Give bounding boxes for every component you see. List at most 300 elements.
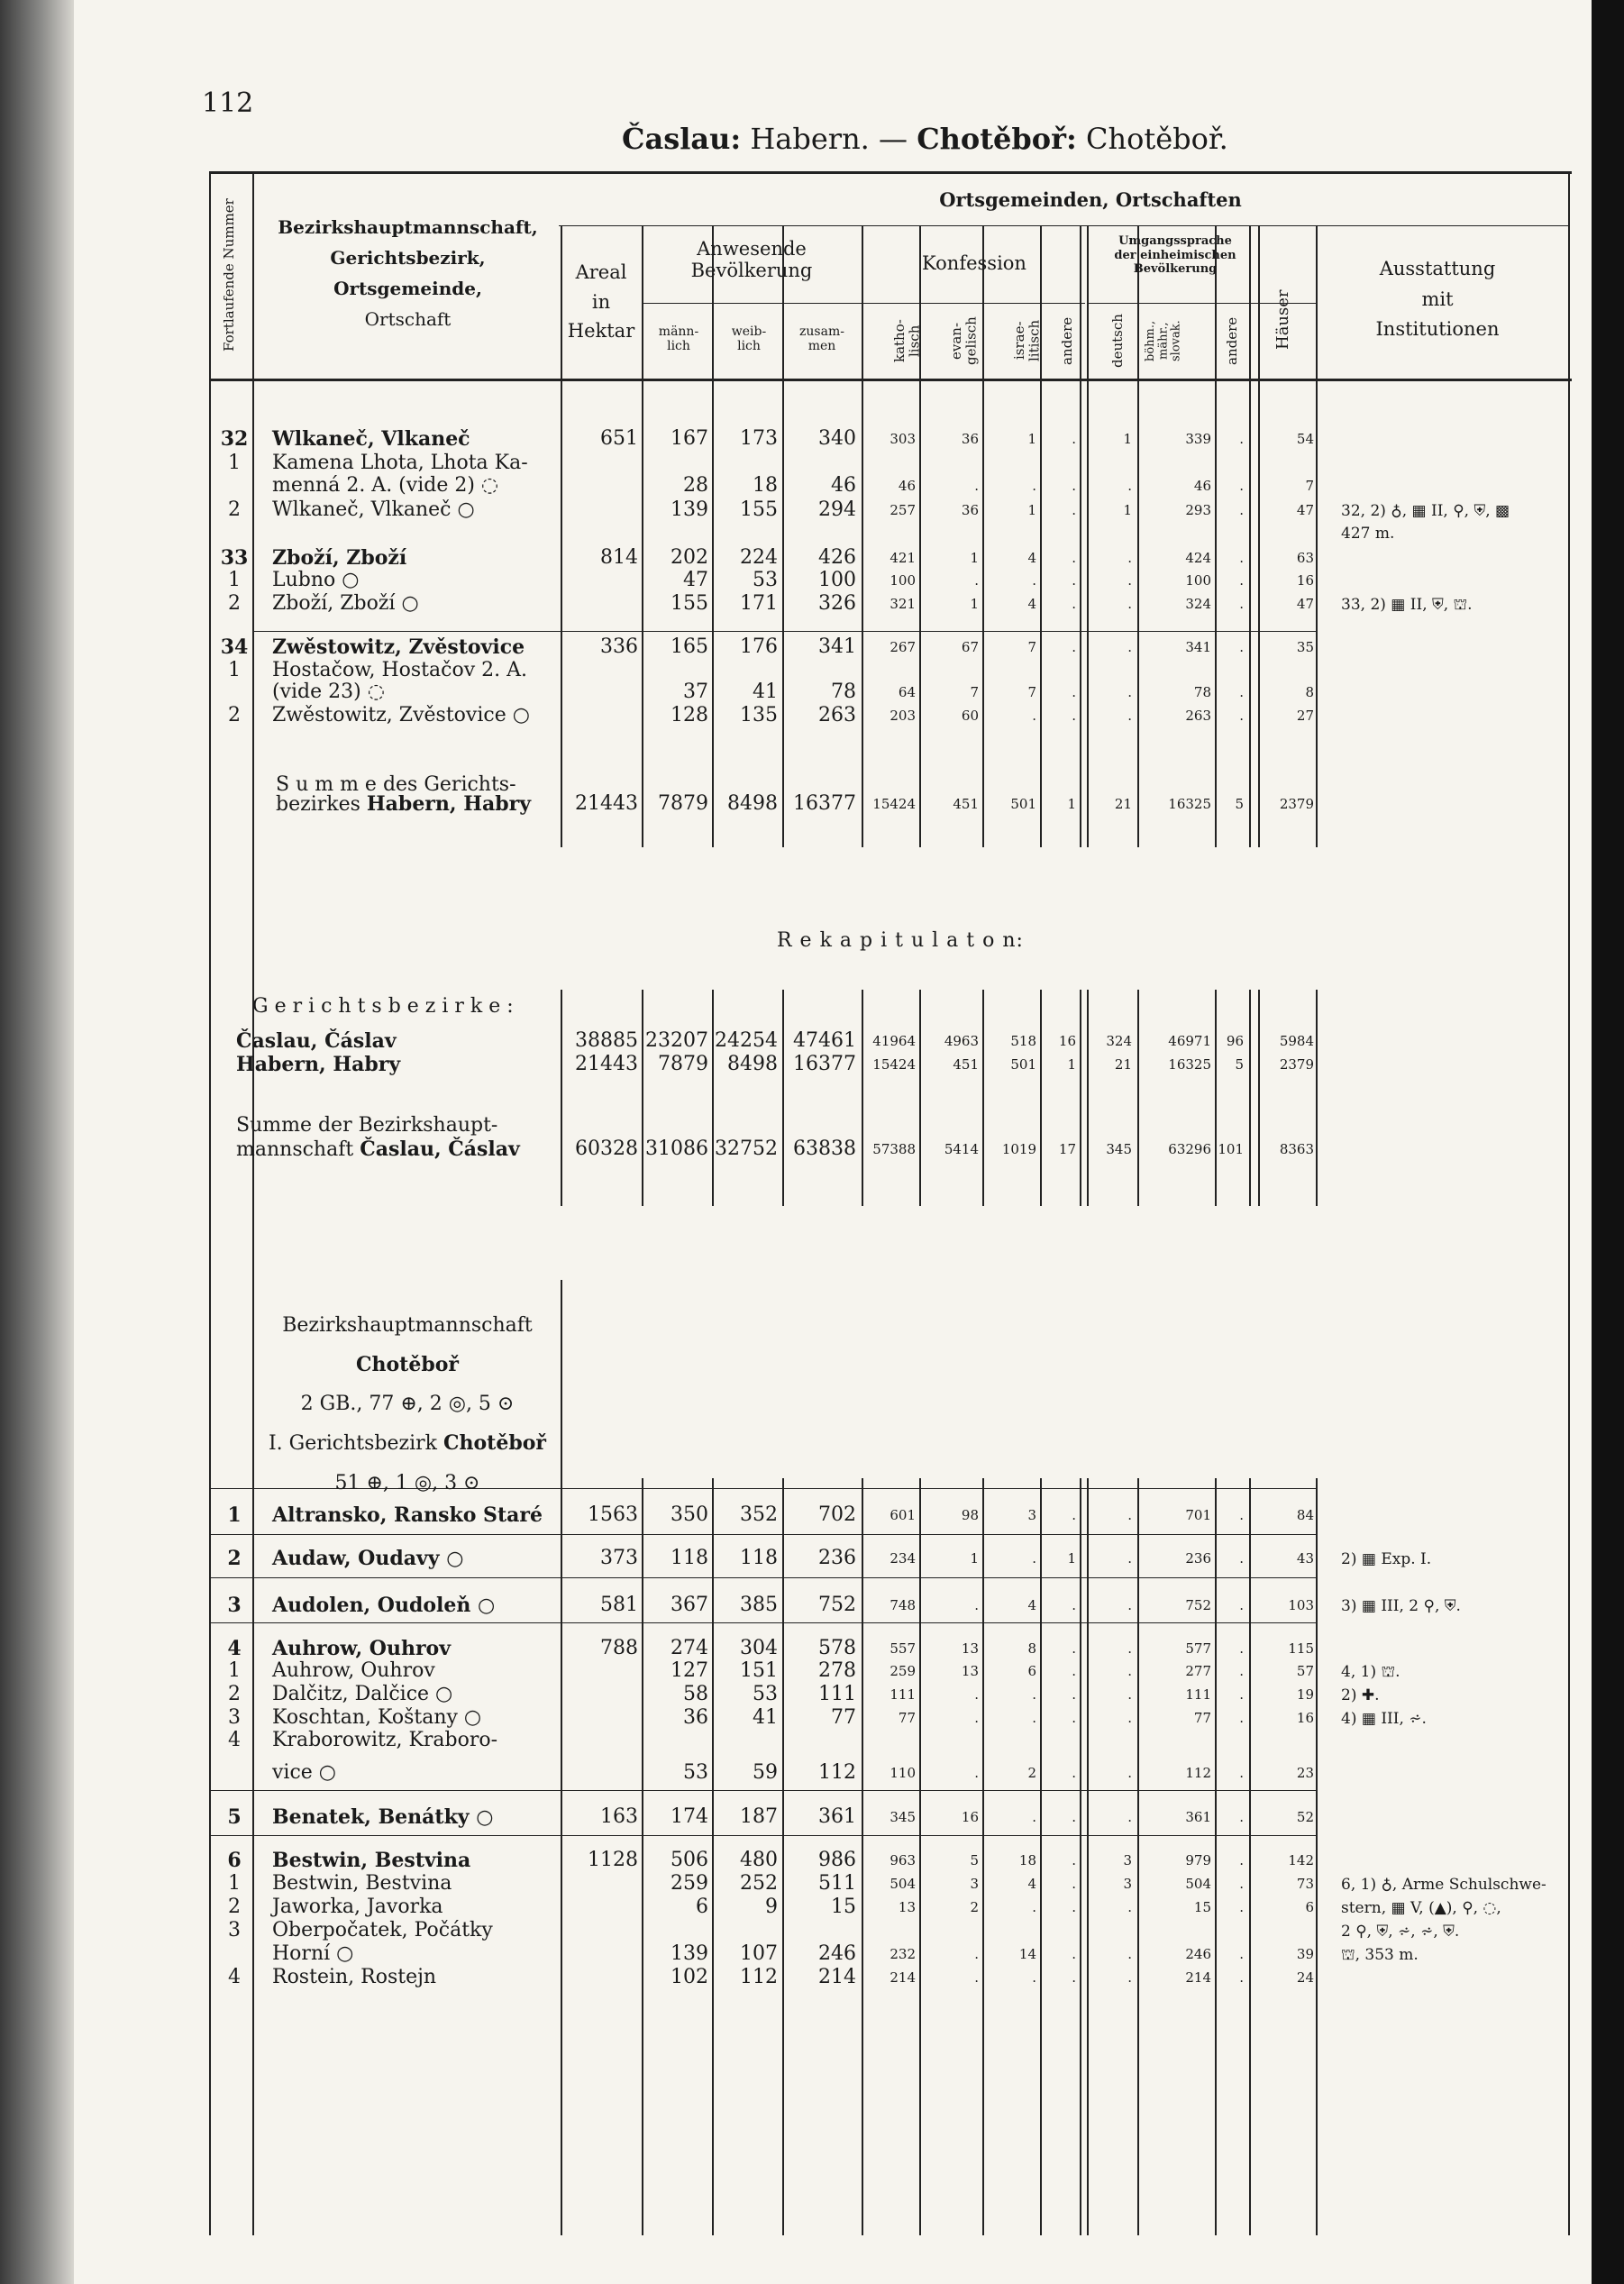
cell-and2: . bbox=[1239, 708, 1244, 724]
cell-hs: 6 bbox=[1305, 1899, 1314, 1915]
cell-w: 53 bbox=[753, 1683, 778, 1705]
header-boehm: böhm., mähr., slovak. bbox=[1144, 320, 1183, 361]
cell-de: . bbox=[1127, 708, 1132, 724]
chotebor-line4a: I. Gerichtsbezirk bbox=[268, 1432, 443, 1456]
rule-v bbox=[1087, 225, 1089, 847]
cell-hs: 16 bbox=[1296, 1710, 1314, 1726]
cell-isr: . bbox=[1032, 1899, 1036, 1915]
row-name: Auhrow, Ouhrov bbox=[272, 1637, 451, 1660]
rule-v bbox=[982, 225, 984, 847]
cell-kath: 214 bbox=[890, 1969, 916, 1986]
row-name: (vide 23) ◌ bbox=[272, 681, 385, 703]
rule-v bbox=[252, 171, 254, 2235]
cell-and2: . bbox=[1239, 1876, 1244, 1892]
cell-and2: . bbox=[1239, 1710, 1244, 1726]
cell-bo: 100 bbox=[1185, 572, 1211, 589]
rule-v bbox=[1568, 171, 1570, 2235]
row-name: Wlkaneč, Vlkaneč bbox=[272, 427, 470, 451]
maennlich-1: männ- bbox=[658, 324, 699, 339]
cell-z: 46 bbox=[831, 474, 856, 497]
cell-hs: 35 bbox=[1296, 639, 1314, 655]
cell-areal: 581 bbox=[600, 1594, 638, 1616]
summe-cell-m: 7879 bbox=[658, 792, 708, 815]
cell-w: 187 bbox=[740, 1805, 778, 1828]
rule-v bbox=[1087, 990, 1089, 1206]
summe-cell-z: 16377 bbox=[793, 792, 856, 815]
maennlich-2: lich bbox=[667, 339, 690, 354]
rekap-habern-evan: 451 bbox=[953, 1056, 979, 1073]
cell-z: 752 bbox=[818, 1594, 856, 1616]
cell-m: 37 bbox=[683, 681, 708, 703]
areal-3: Hektar bbox=[567, 320, 635, 343]
header-num: Fortlaufende Nummer bbox=[221, 198, 237, 352]
cell-m: 118 bbox=[671, 1547, 708, 1569]
row-name: Koschtan, Koštany ○ bbox=[272, 1706, 482, 1729]
summe-habern-label2 bbox=[276, 794, 531, 815]
cell-m: 167 bbox=[671, 427, 708, 450]
header-zusammen bbox=[784, 324, 860, 353]
rekap-row-caslau-name: Časlau, Čáslav bbox=[236, 1029, 397, 1053]
cell-z: 100 bbox=[818, 569, 856, 591]
cell-evan: . bbox=[974, 1597, 979, 1613]
cell-m: 58 bbox=[683, 1683, 708, 1705]
header-maennlich bbox=[643, 324, 714, 353]
header-weiblich bbox=[714, 324, 784, 353]
cell-de: . bbox=[1127, 572, 1132, 589]
rekap-caslau-de: 324 bbox=[1106, 1033, 1132, 1049]
rekap-caslau-isr: 518 bbox=[1010, 1033, 1036, 1049]
cell-de: . bbox=[1127, 684, 1132, 700]
cell-isr: 2 bbox=[1027, 1765, 1036, 1781]
cell-hs: 19 bbox=[1296, 1686, 1314, 1703]
cell-and: . bbox=[1072, 1876, 1076, 1892]
cell-bo: 341 bbox=[1185, 639, 1211, 655]
cell-de: . bbox=[1127, 1809, 1132, 1825]
row-name: Kraborowitz, Kraboro- bbox=[272, 1729, 498, 1751]
cell-bo: 77 bbox=[1193, 1710, 1211, 1726]
row-note: 2) ✚. bbox=[1341, 1686, 1380, 1704]
rule-v bbox=[919, 225, 921, 847]
zusammen-2: men bbox=[807, 339, 836, 354]
cell-and: . bbox=[1072, 1809, 1076, 1825]
rule-v bbox=[982, 990, 984, 1206]
row-number: 2 bbox=[228, 592, 241, 615]
cell-areal: 336 bbox=[600, 635, 638, 658]
cell-kath: 110 bbox=[890, 1765, 916, 1781]
cell-isr: . bbox=[1032, 708, 1036, 724]
cell-kath: 345 bbox=[890, 1809, 916, 1825]
row-number: 1 bbox=[228, 569, 241, 591]
cell-kath: 13 bbox=[898, 1899, 916, 1915]
cell-bo: 293 bbox=[1185, 502, 1211, 518]
summe-cell-de: 21 bbox=[1114, 796, 1132, 812]
header-deutsch: deutsch bbox=[1109, 314, 1126, 368]
cell-kath: 557 bbox=[890, 1640, 916, 1657]
cell-and2: . bbox=[1239, 1597, 1244, 1613]
cell-and2: . bbox=[1239, 1686, 1244, 1703]
header-katholisch: katho-lisch bbox=[891, 319, 923, 362]
cell-bo: 701 bbox=[1185, 1507, 1211, 1523]
cell-and2: . bbox=[1239, 1809, 1244, 1825]
cell-w: 352 bbox=[740, 1503, 778, 1526]
rekap-summe-label2a: mannschaft bbox=[236, 1138, 360, 1161]
cell-w: 9 bbox=[765, 1896, 778, 1918]
cell-evan: . bbox=[974, 1710, 979, 1726]
cell-evan: 36 bbox=[961, 502, 979, 518]
cell-w: 41 bbox=[753, 681, 778, 703]
summe-cell-evan: 451 bbox=[953, 796, 979, 812]
row-note: ⛫, 353 m. bbox=[1341, 1946, 1419, 1964]
rule-h bbox=[862, 303, 1085, 304]
rekap-habern-hs: 2379 bbox=[1279, 1056, 1314, 1073]
cell-evan: 7 bbox=[970, 684, 979, 700]
cell-hs: 43 bbox=[1296, 1550, 1314, 1567]
rekap-summe-hs: 8363 bbox=[1279, 1141, 1314, 1157]
rule-v bbox=[209, 171, 211, 2235]
cell-and: . bbox=[1072, 1969, 1076, 1986]
cell-m: 367 bbox=[671, 1594, 708, 1616]
rekap-row-habern-name: Habern, Habry bbox=[236, 1053, 401, 1076]
title-left-rest: Habern. bbox=[750, 122, 870, 156]
cell-z: 326 bbox=[818, 592, 856, 615]
row-number: 6 bbox=[227, 1849, 242, 1872]
cell-and2: . bbox=[1239, 431, 1244, 447]
row-note: 4, 1) ⛫. bbox=[1341, 1663, 1400, 1681]
row-note: 32, 2) ♁, ▦ II, ⚲, ⛨, ▩ bbox=[1341, 502, 1510, 520]
rekap-summe-evan: 5414 bbox=[944, 1141, 979, 1157]
cell-areal: 373 bbox=[600, 1547, 638, 1569]
book-binding bbox=[0, 0, 74, 2284]
cell-and2: . bbox=[1239, 502, 1244, 518]
cell-and: . bbox=[1072, 708, 1076, 724]
cell-and: . bbox=[1072, 1507, 1076, 1523]
cell-and: . bbox=[1072, 1946, 1076, 1962]
rekap-summe-isr: 1019 bbox=[1001, 1141, 1036, 1157]
cell-hs: 115 bbox=[1288, 1640, 1314, 1657]
rekap-caslau-hs: 5984 bbox=[1279, 1033, 1314, 1049]
row-number: 3 bbox=[228, 1919, 241, 1941]
cell-m: 47 bbox=[683, 569, 708, 591]
cell-and: . bbox=[1072, 1640, 1076, 1657]
rekap-habern-m: 7879 bbox=[658, 1053, 708, 1075]
cell-kath: 504 bbox=[890, 1876, 916, 1892]
rekap-gb-label: G e r i c h t s b e z i r k e : bbox=[252, 995, 514, 1018]
rekap-caslau-kath: 41964 bbox=[872, 1033, 916, 1049]
rule-v bbox=[561, 1280, 562, 2235]
cell-isr: 6 bbox=[1027, 1663, 1036, 1679]
cell-w: 53 bbox=[753, 569, 778, 591]
cell-evan: 3 bbox=[970, 1876, 979, 1892]
cell-de: 3 bbox=[1123, 1876, 1132, 1892]
row-number: 3 bbox=[228, 1706, 241, 1729]
cell-z: 78 bbox=[831, 681, 856, 703]
cell-de: . bbox=[1127, 1710, 1132, 1726]
row-number: 2 bbox=[228, 498, 241, 521]
rule-v bbox=[919, 990, 921, 1206]
rekap-caslau-and: 16 bbox=[1058, 1033, 1076, 1049]
cell-z: 361 bbox=[818, 1805, 856, 1828]
anwesende-1: Anwesende bbox=[697, 238, 807, 260]
cell-bo: 752 bbox=[1185, 1597, 1211, 1613]
weiblich-1: weib- bbox=[731, 324, 767, 339]
cell-kath: 111 bbox=[890, 1686, 916, 1703]
title-dash: — bbox=[879, 122, 908, 156]
row-name: Wlkaneč, Vlkaneč ○ bbox=[272, 498, 475, 521]
cell-w: 118 bbox=[740, 1547, 778, 1569]
cell-w: 171 bbox=[740, 592, 778, 615]
rule-v bbox=[1249, 990, 1251, 1206]
cell-kath: 421 bbox=[890, 550, 916, 566]
cell-kath: 267 bbox=[890, 639, 916, 655]
row-name: Dalčitz, Dalčice ○ bbox=[272, 1683, 453, 1705]
cell-hs: 57 bbox=[1296, 1663, 1314, 1679]
cell-de: 3 bbox=[1123, 1852, 1132, 1868]
cell-areal: 1128 bbox=[588, 1849, 638, 1871]
header-ausstattung bbox=[1325, 254, 1550, 345]
rule-v bbox=[782, 225, 784, 847]
rule-v bbox=[1137, 225, 1139, 847]
cell-de: . bbox=[1127, 550, 1132, 566]
cell-and2: . bbox=[1239, 1765, 1244, 1781]
cell-z: 341 bbox=[818, 635, 856, 658]
cell-bo: 577 bbox=[1185, 1640, 1211, 1657]
cell-evan: 2 bbox=[970, 1899, 979, 1915]
cell-w: 155 bbox=[740, 498, 778, 521]
row-note: 2 ⚲, ⛨, ⩫, ⩫, ⛨. bbox=[1341, 1923, 1460, 1941]
rekap-habern-w: 8498 bbox=[727, 1053, 778, 1075]
rekap-title: R e k a p i t u l a t o n: bbox=[777, 929, 1024, 952]
rekap-summe-and: 17 bbox=[1058, 1141, 1076, 1157]
rule-h bbox=[209, 171, 1572, 174]
cell-isr: 7 bbox=[1027, 684, 1036, 700]
cell-and2: . bbox=[1239, 596, 1244, 612]
cell-m: 350 bbox=[671, 1503, 708, 1526]
cell-areal: 814 bbox=[600, 546, 638, 569]
cell-evan: 60 bbox=[961, 708, 979, 724]
cell-isr: 4 bbox=[1027, 550, 1036, 566]
cell-de: . bbox=[1127, 596, 1132, 612]
cell-de: 1 bbox=[1123, 431, 1132, 447]
cell-de: . bbox=[1127, 1597, 1132, 1613]
cell-hs: 8 bbox=[1305, 684, 1314, 700]
summe-cell-isr: 501 bbox=[1010, 796, 1036, 812]
cell-de: . bbox=[1127, 478, 1132, 494]
cell-kath: 46 bbox=[898, 478, 916, 494]
rule-v bbox=[1258, 990, 1260, 1206]
rule-v bbox=[712, 990, 714, 1206]
cell-m: 128 bbox=[671, 704, 708, 726]
cell-z: 15 bbox=[831, 1896, 856, 1918]
cell-w: 18 bbox=[753, 474, 778, 497]
rekap-summe-and2: 101 bbox=[1218, 1141, 1244, 1157]
cell-w: 112 bbox=[740, 1966, 778, 1988]
rule-h bbox=[209, 1577, 1318, 1578]
summe-habern-label2b: Habern, Habry bbox=[366, 792, 532, 816]
cell-de: . bbox=[1127, 1550, 1132, 1567]
cell-z: 263 bbox=[818, 704, 856, 726]
cell-bo: 504 bbox=[1185, 1876, 1211, 1892]
cell-hs: 54 bbox=[1296, 431, 1314, 447]
rule-v bbox=[642, 990, 643, 1206]
cell-and: . bbox=[1072, 1899, 1076, 1915]
cell-bo: 15 bbox=[1193, 1899, 1211, 1915]
rekap-summe-kath: 57388 bbox=[872, 1141, 916, 1157]
cell-kath: 748 bbox=[890, 1597, 916, 1613]
row-number: 32 bbox=[220, 427, 249, 451]
cell-de: . bbox=[1127, 639, 1132, 655]
rule-h bbox=[209, 1622, 1318, 1623]
cell-and: . bbox=[1072, 431, 1076, 447]
cell-de: . bbox=[1127, 1507, 1132, 1523]
cell-and2: . bbox=[1239, 1899, 1244, 1915]
rule-v bbox=[1215, 225, 1217, 847]
chotebor-line1: Bezirkshauptmannschaft bbox=[282, 1314, 533, 1337]
cell-z: 214 bbox=[818, 1966, 856, 1988]
title-left-bold: Časlau: bbox=[622, 122, 742, 156]
cell-m: 139 bbox=[671, 498, 708, 521]
header-evangelisch: evan-gelisch bbox=[948, 316, 980, 365]
summe-cell-bo: 16325 bbox=[1168, 796, 1211, 812]
cell-hs: 24 bbox=[1296, 1969, 1314, 1986]
rule-v bbox=[1080, 990, 1081, 1206]
cell-hs: 103 bbox=[1288, 1597, 1314, 1613]
rule-h bbox=[209, 1790, 1318, 1791]
rule-v bbox=[1316, 1478, 1318, 2235]
ausst-1: Ausstattung bbox=[1379, 258, 1496, 279]
cell-kath: 100 bbox=[890, 572, 916, 589]
cell-kath: 303 bbox=[890, 431, 916, 447]
chotebor-heading bbox=[254, 1312, 561, 1496]
row-name: menná 2. A. (vide 2) ◌ bbox=[272, 474, 499, 497]
cell-z: 578 bbox=[818, 1637, 856, 1659]
rekap-habern-de: 21 bbox=[1114, 1056, 1132, 1073]
cell-hs: 47 bbox=[1296, 502, 1314, 518]
header-group-title: Ortsgemeinden, Ortschaften bbox=[939, 188, 1242, 211]
header-haeuser: Häuser bbox=[1273, 289, 1292, 351]
row-number: 34 bbox=[220, 635, 249, 659]
chotebor-line3: 2 GB., 77 ⊕, 2 ◎, 5 ⊙ bbox=[300, 1393, 515, 1416]
rule-v bbox=[1040, 225, 1042, 847]
cell-kath: 257 bbox=[890, 502, 916, 518]
row-name: Horní ○ bbox=[272, 1942, 354, 1965]
summe-cell-hs: 2379 bbox=[1279, 796, 1314, 812]
cell-z: 278 bbox=[818, 1659, 856, 1682]
row-note: 4) ▦ III, ⩫. bbox=[1341, 1710, 1427, 1728]
ausst-2: mit bbox=[1421, 288, 1454, 310]
title-right-rest: Chotěboř. bbox=[1085, 122, 1228, 156]
rule-v bbox=[862, 990, 863, 1206]
cell-bo: 277 bbox=[1185, 1663, 1211, 1679]
areal-2: in bbox=[591, 290, 611, 313]
cell-kath: 64 bbox=[898, 684, 916, 700]
cell-w: 173 bbox=[740, 427, 778, 450]
cell-w: 135 bbox=[740, 704, 778, 726]
cell-m: 102 bbox=[671, 1966, 708, 1988]
summe-habern-label1: S u m m e des Gerichts- bbox=[276, 773, 516, 796]
cell-bo: 979 bbox=[1185, 1852, 1211, 1868]
row-number: 3 bbox=[227, 1594, 242, 1617]
header-israelitisch: israe-litisch bbox=[1011, 319, 1043, 362]
row-number: 4 bbox=[228, 1966, 241, 1988]
rule-v bbox=[1080, 225, 1081, 847]
cell-and: . bbox=[1072, 550, 1076, 566]
umgang-2: der einheimischen bbox=[1114, 248, 1236, 262]
cell-bo: 214 bbox=[1185, 1969, 1211, 1986]
cell-evan: . bbox=[974, 478, 979, 494]
rekap-caslau-evan: 4963 bbox=[944, 1033, 979, 1049]
cell-hs: 23 bbox=[1296, 1765, 1314, 1781]
row-name: Jaworka, Javorka bbox=[272, 1896, 443, 1918]
row-name: vice ○ bbox=[272, 1761, 336, 1784]
row-number: 1 bbox=[228, 1659, 241, 1682]
cell-bo: 111 bbox=[1185, 1686, 1211, 1703]
cell-m: 155 bbox=[671, 592, 708, 615]
cell-kath: 321 bbox=[890, 596, 916, 612]
row-number: 2 bbox=[227, 1547, 242, 1570]
cell-w: 176 bbox=[740, 635, 778, 658]
header-areal bbox=[561, 258, 642, 346]
chotebor-line4b: Chotěboř bbox=[443, 1431, 546, 1456]
cell-hs: 84 bbox=[1296, 1507, 1314, 1523]
rule-v bbox=[712, 225, 714, 847]
header-name-4: Ortschaft bbox=[364, 308, 452, 330]
cell-evan: 5 bbox=[970, 1852, 979, 1868]
cell-isr: . bbox=[1032, 478, 1036, 494]
cell-and: . bbox=[1072, 1686, 1076, 1703]
cell-bo: 424 bbox=[1185, 550, 1211, 566]
cell-m: 139 bbox=[671, 1942, 708, 1965]
rule-v bbox=[1258, 225, 1260, 847]
cell-isr: 4 bbox=[1027, 1876, 1036, 1892]
cell-evan: 16 bbox=[961, 1809, 979, 1825]
rekap-habern-and2: 5 bbox=[1235, 1056, 1244, 1073]
cell-isr: 1 bbox=[1027, 431, 1036, 447]
cell-isr: 1 bbox=[1027, 502, 1036, 518]
cell-hs: 39 bbox=[1296, 1946, 1314, 1962]
cell-z: 77 bbox=[831, 1706, 856, 1729]
cell-and2: . bbox=[1239, 1969, 1244, 1986]
cell-evan: 1 bbox=[970, 550, 979, 566]
cell-hs: 16 bbox=[1296, 572, 1314, 589]
row-note: 33, 2) ▦ II, ⛨, ⛫. bbox=[1341, 596, 1473, 614]
cell-isr: 14 bbox=[1018, 1946, 1036, 1962]
row-name: Zwěstowitz, Zvěstovice bbox=[272, 635, 525, 659]
row-name: Audaw, Oudavy ○ bbox=[272, 1547, 464, 1570]
cell-and2: . bbox=[1239, 1640, 1244, 1657]
cell-kath: 77 bbox=[898, 1710, 916, 1726]
header-name-1: Bezirkshauptmannschaft, bbox=[278, 216, 538, 238]
chotebor-line4 bbox=[254, 1430, 561, 1457]
cell-m: 127 bbox=[671, 1659, 708, 1682]
row-number: 1 bbox=[227, 1503, 242, 1527]
rekap-summe-label2 bbox=[236, 1139, 520, 1160]
row-number: 2 bbox=[228, 1683, 241, 1705]
rekap-summe-bo: 63296 bbox=[1168, 1141, 1211, 1157]
cell-kath: 963 bbox=[890, 1852, 916, 1868]
cell-isr: 3 bbox=[1027, 1507, 1036, 1523]
row-name: Oberpočatek, Počátky bbox=[272, 1919, 493, 1941]
cell-z: 511 bbox=[818, 1872, 856, 1895]
rekap-habern-z: 16377 bbox=[793, 1053, 856, 1075]
cell-evan: 13 bbox=[961, 1640, 979, 1657]
row-name: Benatek, Benátky ○ bbox=[272, 1805, 494, 1829]
cell-bo: 324 bbox=[1185, 596, 1211, 612]
summe-cell-kath: 15424 bbox=[872, 796, 916, 812]
rekap-summe-m: 31086 bbox=[645, 1137, 708, 1160]
rekap-habern-kath: 15424 bbox=[872, 1056, 916, 1073]
row-name: Zboží, Zboží bbox=[272, 546, 407, 570]
areal-1: Areal bbox=[575, 261, 627, 283]
